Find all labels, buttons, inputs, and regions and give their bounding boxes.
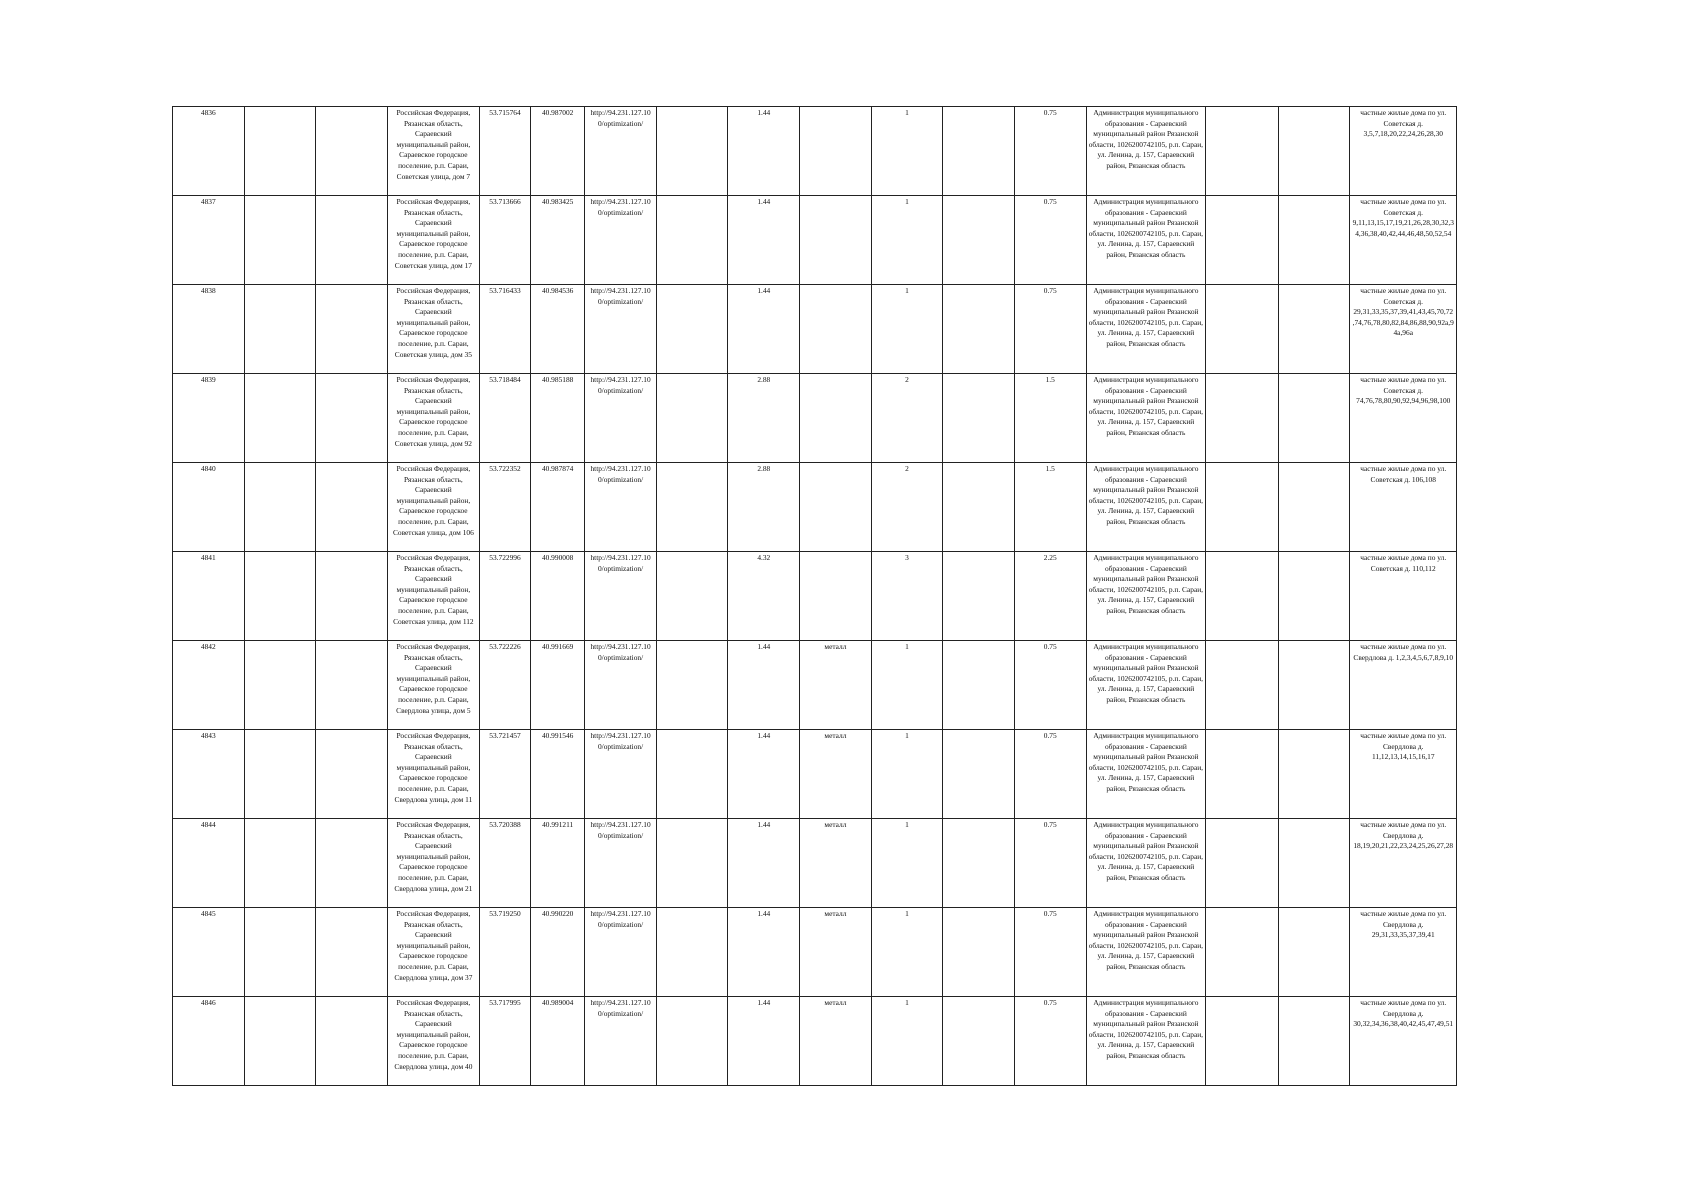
cell-capacity: 0.75 [1014, 641, 1086, 730]
cell-capacity: 0.75 [1014, 997, 1086, 1086]
cell-number: 4846 [173, 997, 245, 1086]
cell-empty [1278, 641, 1350, 730]
cell-empty [656, 819, 728, 908]
cell-address: Российская Федерация, Рязанская область, Сараевский муниципальный район, Сараевское городское поселение, р.п. Сараи, Советская улица, дом 92 [387, 374, 479, 463]
cell-address: Российская Федерация, Рязанская область, Сараевский муниципальный район, Сараевское городское поселение, р.п. Сараи, Свердлова улица, дом 37 [387, 908, 479, 997]
cell-material [800, 552, 872, 641]
cell-address: Российская Федерация, Рязанская область, Сараевский муниципальный район, Сараевское городское поселение, р.п. Сараи, Советская улица, дом 106 [387, 463, 479, 552]
cell-material [800, 107, 872, 196]
cell-empty [656, 730, 728, 819]
cell-volume: 1.44 [728, 285, 800, 374]
cell-number: 4841 [173, 552, 245, 641]
cell-sources: частные жилые дома по ул. Советская д. 9,11,13,15,17,19,21,26,28,30,32,34,36,38,40,42,44,46,48,50,52,54 [1350, 196, 1457, 285]
cell-number: 4838 [173, 285, 245, 374]
cell-volume: 2.88 [728, 463, 800, 552]
cell-capacity: 0.75 [1014, 819, 1086, 908]
cell-latitude: 53.718484 [479, 374, 530, 463]
cell-empty [244, 285, 316, 374]
cell-empty [1206, 730, 1279, 819]
cell-sources: частные жилые дома по ул. Советская д. 110,112 [1350, 552, 1457, 641]
cell-owner: Администрация муниципального образования - Сараевский муниципальный район Рязанской области, 1026200742105, р.п. Сараи, ул. Ленина, д. 157, Сараевский район, Рязанская область [1086, 552, 1206, 641]
cell-empty [244, 997, 316, 1086]
cell-empty [1206, 463, 1279, 552]
cell-volume: 1.44 [728, 196, 800, 285]
cell-empty [943, 819, 1015, 908]
cell-address: Российская Федерация, Рязанская область, Сараевский муниципальный район, Сараевское городское поселение, р.п. Сараи, Советская улица, дом 35 [387, 285, 479, 374]
cell-empty [1278, 196, 1350, 285]
table-row [173, 997, 1457, 1086]
cell-empty [1278, 107, 1350, 196]
cell-owner: Администрация муниципального образования - Сараевский муниципальный район Рязанской области, 1026200742105, р.п. Сараи, ул. Ленина, д. 157, Сараевский район, Рязанская область [1086, 196, 1206, 285]
cell-empty [316, 196, 388, 285]
cell-empty [1278, 374, 1350, 463]
cell-url: http://94.231.127.10 0/optimization/ [585, 819, 657, 908]
cell-volume: 1.44 [728, 819, 800, 908]
cell-latitude: 53.722996 [479, 552, 530, 641]
cell-url: http://94.231.127.10 0/optimization/ [585, 641, 657, 730]
cell-container-count: 1 [871, 107, 943, 196]
cell-material: металл [800, 730, 872, 819]
cell-number: 4840 [173, 463, 245, 552]
cell-empty [1206, 641, 1279, 730]
cell-empty [943, 463, 1015, 552]
cell-volume: 1.44 [728, 107, 800, 196]
cell-sources: частные жилые дома по ул. Свердлова д. 30,32,34,36,38,40,42,45,47,49,51 [1350, 997, 1457, 1086]
cell-empty [943, 552, 1015, 641]
cell-empty [943, 107, 1015, 196]
cell-longitude: 40.991211 [531, 819, 585, 908]
cell-empty [1206, 819, 1279, 908]
cell-sources: частные жилые дома по ул. Советская д. 3,5,7,18,20,22,24,26,28,30 [1350, 107, 1457, 196]
cell-empty [1278, 908, 1350, 997]
cell-capacity: 0.75 [1014, 285, 1086, 374]
cell-container-count: 1 [871, 908, 943, 997]
cell-container-count: 1 [871, 196, 943, 285]
cell-longitude: 40.985188 [531, 374, 585, 463]
cell-container-count: 1 [871, 819, 943, 908]
cell-longitude: 40.990008 [531, 552, 585, 641]
waste-sites-table [172, 106, 1457, 1086]
cell-address: Российская Федерация, Рязанская область, Сараевский муниципальный район, Сараевское городское поселение, р.п. Сараи, Свердлова улица, дом 5 [387, 641, 479, 730]
cell-latitude: 53.720388 [479, 819, 530, 908]
table-row [173, 641, 1457, 730]
cell-empty [244, 819, 316, 908]
cell-empty [656, 196, 728, 285]
cell-material: металл [800, 997, 872, 1086]
cell-empty [656, 107, 728, 196]
cell-empty [244, 552, 316, 641]
cell-container-count: 1 [871, 641, 943, 730]
registry-sheet [172, 106, 1457, 1086]
cell-empty [316, 641, 388, 730]
cell-empty [943, 730, 1015, 819]
cell-empty [1206, 107, 1279, 196]
table-row [173, 908, 1457, 997]
cell-empty [244, 107, 316, 196]
cell-empty [1206, 908, 1279, 997]
cell-empty [1278, 285, 1350, 374]
cell-material: металл [800, 908, 872, 997]
cell-empty [656, 908, 728, 997]
cell-empty [1278, 730, 1350, 819]
cell-url: http://94.231.127.10 0/optimization/ [585, 374, 657, 463]
cell-empty [316, 819, 388, 908]
cell-longitude: 40.989004 [531, 997, 585, 1086]
cell-empty [1278, 997, 1350, 1086]
cell-material [800, 196, 872, 285]
cell-capacity: 0.75 [1014, 107, 1086, 196]
cell-latitude: 53.713666 [479, 196, 530, 285]
cell-empty [1278, 463, 1350, 552]
cell-volume: 1.44 [728, 641, 800, 730]
cell-owner: Администрация муниципального образования - Сараевский муниципальный район Рязанской области, 1026200742105, р.п. Сараи, ул. Ленина, д. 157, Сараевский район, Рязанская область [1086, 997, 1206, 1086]
cell-longitude: 40.983425 [531, 196, 585, 285]
cell-owner: Администрация муниципального образования - Сараевский муниципальный район Рязанской области, 1026200742105, р.п. Сараи, ул. Ленина, д. 157, Сараевский район, Рязанская область [1086, 819, 1206, 908]
cell-empty [244, 641, 316, 730]
cell-number: 4839 [173, 374, 245, 463]
table-row [173, 196, 1457, 285]
cell-empty [943, 908, 1015, 997]
cell-capacity: 2.25 [1014, 552, 1086, 641]
table-row [173, 463, 1457, 552]
cell-sources: частные жилые дома по ул. Свердлова д. 1,2,3,4,5,6,7,8,9,10 [1350, 641, 1457, 730]
cell-empty [316, 730, 388, 819]
table-row [173, 819, 1457, 908]
cell-address: Российская Федерация, Рязанская область, Сараевский муниципальный район, Сараевское городское поселение, р.п. Сараи, Свердлова улица, дом 21 [387, 819, 479, 908]
cell-url: http://94.231.127.10 0/optimization/ [585, 285, 657, 374]
cell-container-count: 2 [871, 374, 943, 463]
cell-empty [316, 552, 388, 641]
cell-owner: Администрация муниципального образования - Сараевский муниципальный район Рязанской области, 1026200742105, р.п. Сараи, ул. Ленина, д. 157, Сараевский район, Рязанская область [1086, 285, 1206, 374]
cell-owner: Администрация муниципального образования - Сараевский муниципальный район Рязанской области, 1026200742105, р.п. Сараи, ул. Ленина, д. 157, Сараевский район, Рязанская область [1086, 641, 1206, 730]
table-row [173, 107, 1457, 196]
cell-empty [316, 463, 388, 552]
cell-empty [316, 285, 388, 374]
cell-owner: Администрация муниципального образования - Сараевский муниципальный район Рязанской области, 1026200742105, р.п. Сараи, ул. Ленина, д. 157, Сараевский район, Рязанская область [1086, 463, 1206, 552]
cell-volume: 1.44 [728, 730, 800, 819]
cell-address: Российская Федерация, Рязанская область, Сараевский муниципальный район, Сараевское городское поселение, р.п. Сараи, Советская улица, дом 7 [387, 107, 479, 196]
table-row [173, 374, 1457, 463]
cell-empty [244, 463, 316, 552]
cell-container-count: 1 [871, 997, 943, 1086]
cell-volume: 1.44 [728, 997, 800, 1086]
cell-sources: частные жилые дома по ул. Советская д. 106,108 [1350, 463, 1457, 552]
cell-empty [656, 374, 728, 463]
cell-number: 4844 [173, 819, 245, 908]
cell-empty [656, 997, 728, 1086]
cell-empty [316, 997, 388, 1086]
cell-owner: Администрация муниципального образования - Сараевский муниципальный район Рязанской области, 1026200742105, р.п. Сараи, ул. Ленина, д. 157, Сараевский район, Рязанская область [1086, 107, 1206, 196]
cell-capacity: 0.75 [1014, 196, 1086, 285]
cell-number: 4842 [173, 641, 245, 730]
cell-url: http://94.231.127.10 0/optimization/ [585, 730, 657, 819]
cell-owner: Администрация муниципального образования - Сараевский муниципальный район Рязанской области, 1026200742105, р.п. Сараи, ул. Ленина, д. 157, Сараевский район, Рязанская область [1086, 908, 1206, 997]
cell-empty [656, 641, 728, 730]
cell-empty [943, 196, 1015, 285]
cell-longitude: 40.990220 [531, 908, 585, 997]
cell-url: http://94.231.127.10 0/optimization/ [585, 107, 657, 196]
cell-empty [1206, 285, 1279, 374]
cell-empty [656, 285, 728, 374]
cell-capacity: 1.5 [1014, 463, 1086, 552]
table-body [173, 107, 1457, 1086]
cell-url: http://94.231.127.10 0/optimization/ [585, 908, 657, 997]
cell-sources: частные жилые дома по ул. Советская д. 29,31,33,35,37,39,41,43,45,70,72,74,76,78,80,82,84,86,88,90,92а,94а,96а [1350, 285, 1457, 374]
cell-capacity: 0.75 [1014, 908, 1086, 997]
cell-container-count: 3 [871, 552, 943, 641]
cell-empty [1206, 374, 1279, 463]
cell-address: Российская Федерация, Рязанская область, Сараевский муниципальный район, Сараевское городское поселение, р.п. Сараи, Свердлова улица, дом 40 [387, 997, 479, 1086]
cell-volume: 4.32 [728, 552, 800, 641]
cell-number: 4843 [173, 730, 245, 819]
cell-longitude: 40.984536 [531, 285, 585, 374]
cell-owner: Администрация муниципального образования - Сараевский муниципальный район Рязанской области, 1026200742105, р.п. Сараи, ул. Ленина, д. 157, Сараевский район, Рязанская область [1086, 730, 1206, 819]
cell-container-count: 1 [871, 730, 943, 819]
cell-empty [943, 374, 1015, 463]
cell-url: http://94.231.127.10 0/optimization/ [585, 552, 657, 641]
cell-material [800, 374, 872, 463]
cell-latitude: 53.719250 [479, 908, 530, 997]
cell-owner: Администрация муниципального образования - Сараевский муниципальный район Рязанской области, 1026200742105, р.п. Сараи, ул. Ленина, д. 157, Сараевский район, Рязанская область [1086, 374, 1206, 463]
cell-latitude: 53.722226 [479, 641, 530, 730]
cell-empty [1206, 552, 1279, 641]
cell-latitude: 53.722352 [479, 463, 530, 552]
cell-material: металл [800, 641, 872, 730]
cell-material: металл [800, 819, 872, 908]
cell-empty [244, 908, 316, 997]
cell-empty [1278, 819, 1350, 908]
cell-longitude: 40.991669 [531, 641, 585, 730]
cell-container-count: 2 [871, 463, 943, 552]
table-row [173, 730, 1457, 819]
cell-volume: 1.44 [728, 908, 800, 997]
cell-empty [316, 107, 388, 196]
cell-latitude: 53.717995 [479, 997, 530, 1086]
cell-latitude: 53.721457 [479, 730, 530, 819]
cell-empty [656, 552, 728, 641]
cell-empty [943, 641, 1015, 730]
cell-empty [1278, 552, 1350, 641]
cell-capacity: 0.75 [1014, 730, 1086, 819]
table-row [173, 285, 1457, 374]
cell-url: http://94.231.127.10 0/optimization/ [585, 463, 657, 552]
cell-number: 4836 [173, 107, 245, 196]
cell-empty [316, 908, 388, 997]
cell-empty [1206, 196, 1279, 285]
cell-latitude: 53.716433 [479, 285, 530, 374]
cell-url: http://94.231.127.10 0/optimization/ [585, 997, 657, 1086]
cell-material [800, 285, 872, 374]
cell-empty [244, 374, 316, 463]
cell-address: Российская Федерация, Рязанская область, Сараевский муниципальный район, Сараевское городское поселение, р.п. Сараи, Советская улица, дом 17 [387, 196, 479, 285]
cell-number: 4845 [173, 908, 245, 997]
cell-longitude: 40.987874 [531, 463, 585, 552]
cell-container-count: 1 [871, 285, 943, 374]
cell-number: 4837 [173, 196, 245, 285]
cell-address: Российская Федерация, Рязанская область, Сараевский муниципальный район, Сараевское городское поселение, р.п. Сараи, Советская улица, дом 112 [387, 552, 479, 641]
cell-sources: частные жилые дома по ул. Советская д. 74,76,78,80,90,92,94,96,98,100 [1350, 374, 1457, 463]
cell-url: http://94.231.127.10 0/optimization/ [585, 196, 657, 285]
cell-address: Российская Федерация, Рязанская область, Сараевский муниципальный район, Сараевское городское поселение, р.п. Сараи, Свердлова улица, дом 11 [387, 730, 479, 819]
table-row [173, 552, 1457, 641]
cell-empty [244, 730, 316, 819]
cell-sources: частные жилые дома по ул. Свердлова д. 18,19,20,21,22,23,24,25,26,27,28 [1350, 819, 1457, 908]
cell-empty [244, 196, 316, 285]
cell-longitude: 40.987002 [531, 107, 585, 196]
cell-empty [1206, 997, 1279, 1086]
cell-sources: частные жилые дома по ул. Свердлова д. 11,12,13,14,15,16,17 [1350, 730, 1457, 819]
cell-empty [316, 374, 388, 463]
cell-latitude: 53.715764 [479, 107, 530, 196]
cell-capacity: 1.5 [1014, 374, 1086, 463]
cell-empty [656, 463, 728, 552]
cell-material [800, 463, 872, 552]
cell-empty [943, 285, 1015, 374]
cell-longitude: 40.991546 [531, 730, 585, 819]
cell-empty [943, 997, 1015, 1086]
cell-volume: 2.88 [728, 374, 800, 463]
cell-sources: частные жилые дома по ул. Свердлова д. 29,31,33,35,37,39,41 [1350, 908, 1457, 997]
